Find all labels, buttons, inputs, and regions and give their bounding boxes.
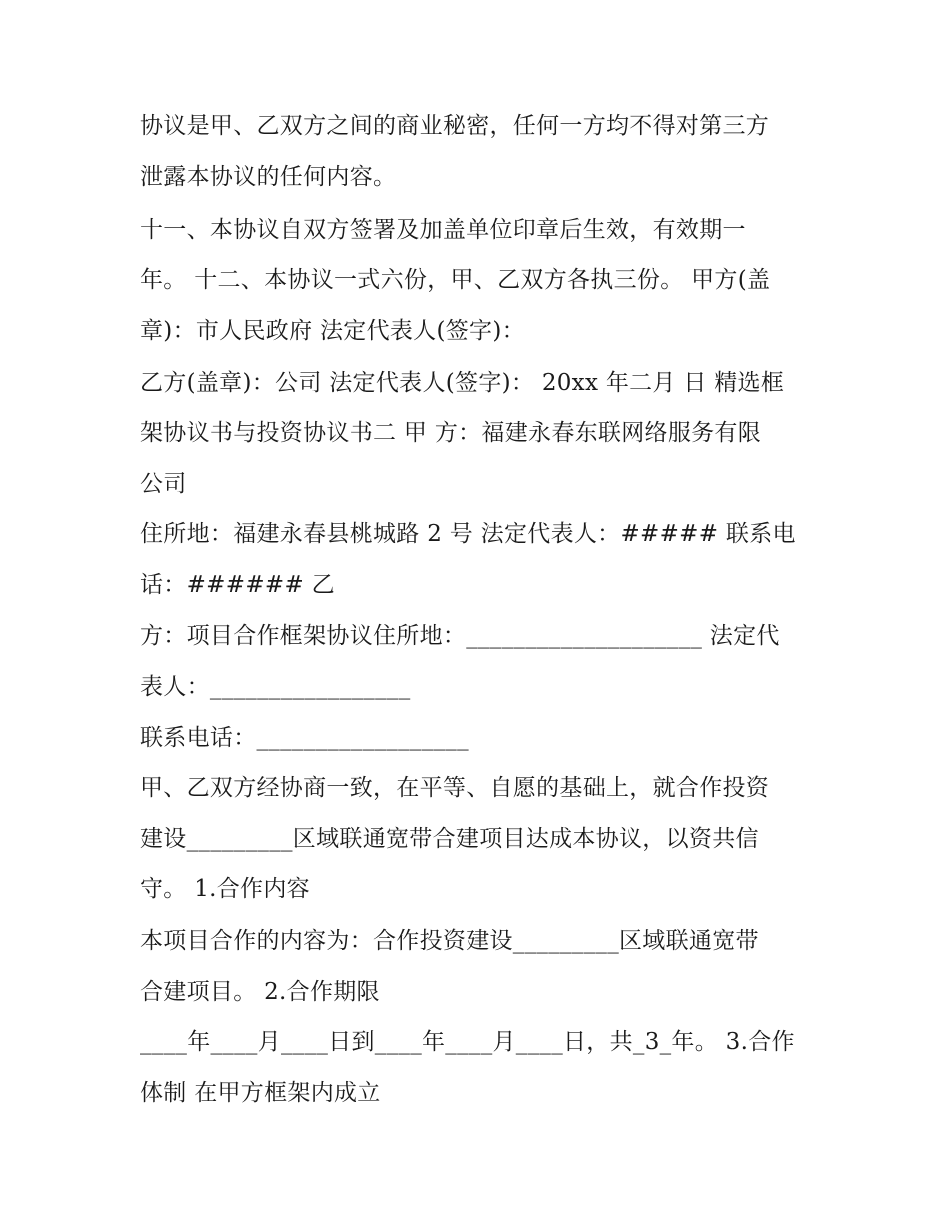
text-line-9: 住所地：福建永春县桃城路 2 号 法定代表人：##### 联系电 [140,521,796,547]
text-line-3: 十一、本协议自双方签署及加盖单位印章后生效，有效期一 [140,217,746,243]
text-line-16: 守。 1.合作内容 [140,876,310,902]
text-line-18: 合建项目。 2.合作期限 [140,979,380,1005]
text-line-4: 年。 十二、本协议一式六份，甲、乙双方各执三份。 甲方(盖 [140,267,771,293]
text-line-14: 甲、乙双方经协商一致，在平等、自愿的基础上，就合作投资 [140,775,770,801]
text-line-17: 本项目合作的内容为：合作投资建设_________区域联通宽带 [140,928,759,954]
text-line-12: 表人：_________________ [140,674,411,700]
text-line-1: 协议是甲、乙双方之间的商业秘密，任何一方均不得对第三方 [140,113,770,139]
text-line-19: ____年____月____日到____年____月____日，共_3_年。 3.合作 [140,1029,795,1055]
text-line-13: 联系电话：__________________ [140,725,469,751]
text-line-10: 话：###### 乙 [140,572,335,598]
text-line-6: 乙方(盖章)：公司 法定代表人(签字)： 20xx 年二月 日 精选框 [140,370,785,396]
text-line-15: 建设_________区域联通宽带合建项目达成本协议，以资共信 [140,826,759,852]
text-line-2: 泄露本协议的任何内容。 [140,164,397,190]
text-line-8: 公司 [140,471,187,497]
text-line-11: 方：项目合作框架协议住所地：____________________ 法定代 [140,623,780,649]
text-line-5: 章)：市人民政府 法定代表人(签字)： [140,318,525,344]
text-line-7: 架协议书与投资协议书二 甲 方：福建永春东联网络服务有限 [140,420,762,446]
text-line-20: 体制 在甲方框架内成立 [140,1080,381,1106]
